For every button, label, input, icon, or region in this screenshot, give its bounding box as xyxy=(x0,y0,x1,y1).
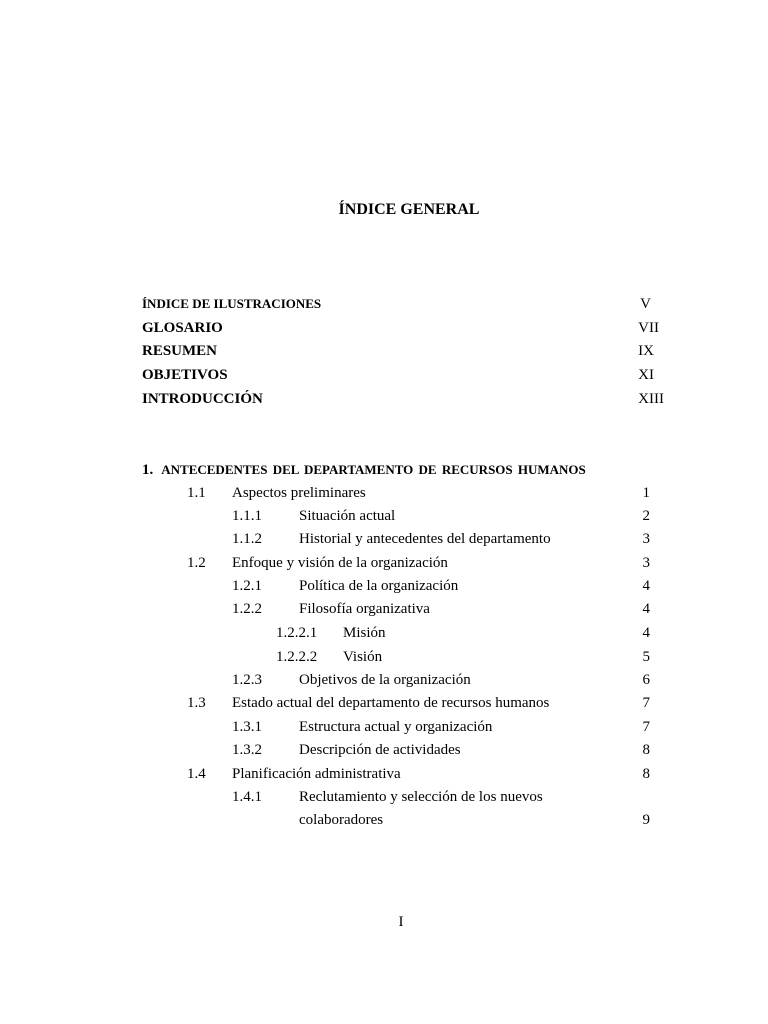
toc-entry-number: 1.3.2 xyxy=(232,742,262,758)
toc-entry xyxy=(0,528,768,550)
toc-entry-number: 1.3 xyxy=(187,695,206,711)
toc-entry xyxy=(0,692,768,714)
toc-entry-text: Estado actual del departamento de recursos humanos xyxy=(232,695,550,711)
toc-entry-number: 1.2.2 xyxy=(232,601,262,617)
front-matter-row xyxy=(142,293,664,315)
toc-entry xyxy=(0,786,768,808)
front-matter-label: INTRODUCCIÓN xyxy=(142,391,263,407)
front-matter-page: XI xyxy=(638,367,654,383)
front-matter-page: VII xyxy=(638,320,659,336)
page-number: I xyxy=(398,914,404,930)
front-matter-label: OBJETIVOS xyxy=(142,367,228,383)
toc-entry-number: 1.2.2.1 xyxy=(276,625,318,641)
toc-entry-text: Planificación administrativa xyxy=(232,766,401,782)
front-matter-row xyxy=(142,364,664,386)
toc-entry xyxy=(0,575,768,597)
front-matter-label: ÍNDICE DE ILUSTRACIONES xyxy=(142,296,322,311)
toc-entry xyxy=(0,646,768,668)
toc-entry-page: 4 xyxy=(642,601,650,617)
front-matter-label: GLOSARIO xyxy=(142,320,223,336)
toc-entry-page: 7 xyxy=(642,695,650,711)
toc-entry xyxy=(0,716,768,738)
toc-entry-text: Estructura actual y organización xyxy=(299,719,493,735)
toc-entry-page: 3 xyxy=(642,555,650,571)
toc-entry xyxy=(0,669,768,691)
toc-entry-text: Descripción de actividades xyxy=(299,742,461,758)
toc-entry xyxy=(0,598,768,620)
toc-entry-number: 1.4 xyxy=(187,766,206,782)
toc-entry-text: Objetivos de la organización xyxy=(299,672,471,688)
toc-entry-number: 1.1.1 xyxy=(232,508,262,524)
toc-entry xyxy=(0,482,768,504)
toc-entry xyxy=(0,622,768,644)
front-matter-page: XIII xyxy=(638,391,664,407)
toc-entry-text: Aspectos preliminares xyxy=(232,485,366,501)
toc-entry-page: 4 xyxy=(642,578,650,594)
toc-entry-number: 1.2.3 xyxy=(232,672,262,688)
toc-entry-number: 1.1 xyxy=(187,485,206,501)
toc-entry xyxy=(0,552,768,574)
toc-entry-text: Situación actual xyxy=(299,508,396,524)
toc-entry-page: 8 xyxy=(642,766,650,782)
toc-entry-page: 5 xyxy=(642,649,650,665)
toc-entry xyxy=(0,505,768,527)
toc-entry-number: 1.3.1 xyxy=(232,719,262,735)
toc-entry-page: 4 xyxy=(642,625,650,641)
toc-entry-number: 1.2 xyxy=(187,555,206,571)
toc-entry-number: 1.2.2.2 xyxy=(276,649,318,665)
chapter-heading xyxy=(142,459,586,481)
chapter-title: ANTECEDENTES DEL DEPARTAMENTO DE RECURSOS HUMANOS xyxy=(161,462,586,477)
toc-entry-page: 8 xyxy=(642,742,650,758)
toc-entry-text: Filosofía organizativa xyxy=(299,601,430,617)
toc-entry-page: 2 xyxy=(642,508,650,524)
page-title: ÍNDICE GENERAL xyxy=(338,201,480,218)
front-matter-page: IX xyxy=(638,343,654,359)
toc-entry-page: 6 xyxy=(642,672,650,688)
toc-entry-page: 9 xyxy=(642,812,650,828)
toc-entry-text: Enfoque y visión de la organización xyxy=(232,555,448,571)
toc-entry-text: Historial y antecedentes del departamento xyxy=(299,531,551,547)
front-matter-row xyxy=(142,317,664,339)
toc-entry-number: 1.4.1 xyxy=(232,789,262,805)
toc-entry-text: Política de la organización xyxy=(299,578,459,594)
toc-entry xyxy=(0,739,768,761)
chapter-number: 1. xyxy=(142,462,154,478)
toc-entry-page: 3 xyxy=(642,531,650,547)
toc-entry-number: 1.2.1 xyxy=(232,578,262,594)
toc-entry-number: 1.1.2 xyxy=(232,531,262,547)
front-matter-row xyxy=(142,388,664,410)
toc-entry-text: Reclutamiento y selección de los nuevos xyxy=(299,789,543,805)
toc-entry-text: Visión xyxy=(343,649,383,665)
toc-entry-text: colaboradores xyxy=(299,812,384,828)
toc-entry-page: 1 xyxy=(642,485,650,501)
toc-entry-text: Misión xyxy=(343,625,386,641)
toc-entry xyxy=(0,809,768,831)
toc-entry-page: 7 xyxy=(642,719,650,735)
front-matter-page: V xyxy=(640,296,651,312)
front-matter-label: RESUMEN xyxy=(142,343,218,359)
front-matter-row xyxy=(142,340,664,362)
toc-entry xyxy=(0,763,768,785)
